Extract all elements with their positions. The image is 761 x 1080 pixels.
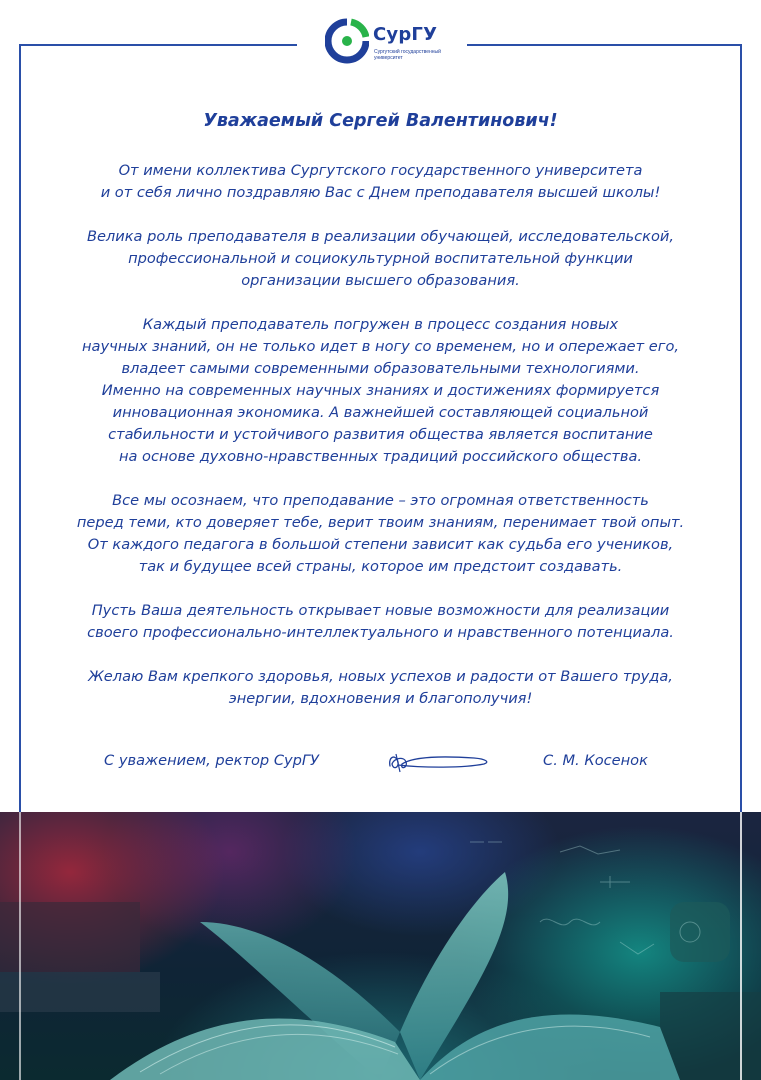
open-book-photo <box>0 812 761 1080</box>
book-illustration <box>0 812 761 1080</box>
paragraph <box>40 160 721 204</box>
text-line: профессиональной и социокультурной воспитательной функции <box>128 250 633 267</box>
surgu-logo-icon <box>325 18 369 64</box>
logo-name: СурГУ <box>373 24 438 45</box>
frame-top-left <box>19 44 297 46</box>
text-line: перед теми, кто доверяет тебе, верит твоим знаниям, перенимает твой опыт. <box>76 514 685 531</box>
text-line: От каждого педагога в большой степени зависит как судьба его учеников, <box>87 536 674 553</box>
text-line: От имени коллектива Сургутского государственного университета <box>118 162 643 179</box>
text-line: своего профессионально-интеллектуального и нравственного потенциала. <box>87 624 674 641</box>
text-line: Пусть Ваша деятельность открывает новые возможности для реализации <box>91 602 670 619</box>
paragraph <box>40 490 721 578</box>
frame-right-lower <box>740 812 742 1080</box>
paragraph <box>40 226 721 292</box>
text-line: так и будущее всей страны, которое им предстоит создавать. <box>138 558 623 575</box>
letter-body <box>40 110 721 732</box>
signer-position: С уважением, ректор СурГУ <box>104 752 319 769</box>
frame-left-lower <box>19 812 21 1080</box>
frame-left <box>19 44 21 812</box>
text-line: Каждый преподаватель погружен в процесс создания новых <box>142 316 619 333</box>
paragraph <box>40 600 721 644</box>
handwritten-signature <box>384 748 494 776</box>
paragraph <box>40 314 721 468</box>
logo-subtitle: Сургутский государственный университет <box>374 49 441 61</box>
text-line: на основе духовно-нравственных традиций российского общества. <box>118 448 643 465</box>
text-line: владеет самыми современными образовательными технологиями. <box>121 360 640 377</box>
text-line: стабильности и устойчивого развития общества является воспитание <box>108 426 653 443</box>
text-line: Желаю Вам крепкого здоровья, новых успехов и радости от Вашего труда, <box>88 668 673 685</box>
paragraph <box>40 666 721 710</box>
university-logo <box>325 16 445 72</box>
text-line: инновационная экономика. А важнейшей составляющей социальной <box>112 404 649 421</box>
text-line: организации высшего образования. <box>241 272 520 289</box>
signer-name: С. М. Косенок <box>543 752 648 769</box>
text-line: Все мы осознаем, что преподавание – это огромная ответственность <box>112 492 649 509</box>
frame-top-right <box>467 44 742 46</box>
text-line: Именно на современных научных знаниях и достижениях формируется <box>101 382 660 399</box>
greeting: Уважаемый Сергей Валентинович! <box>203 111 558 131</box>
text-line: Велика роль преподавателя в реализации обучающей, исследовательской, <box>86 228 675 245</box>
signature-row <box>0 748 761 778</box>
text-line: энергии, вдохновения и благополучия! <box>228 690 533 707</box>
text-line: научных знаний, он не только идет в ногу со временем, но и опережает его, <box>81 338 680 355</box>
text-line: и от себя лично поздравляю Вас с Днем преподавателя высшей школы! <box>100 184 661 201</box>
